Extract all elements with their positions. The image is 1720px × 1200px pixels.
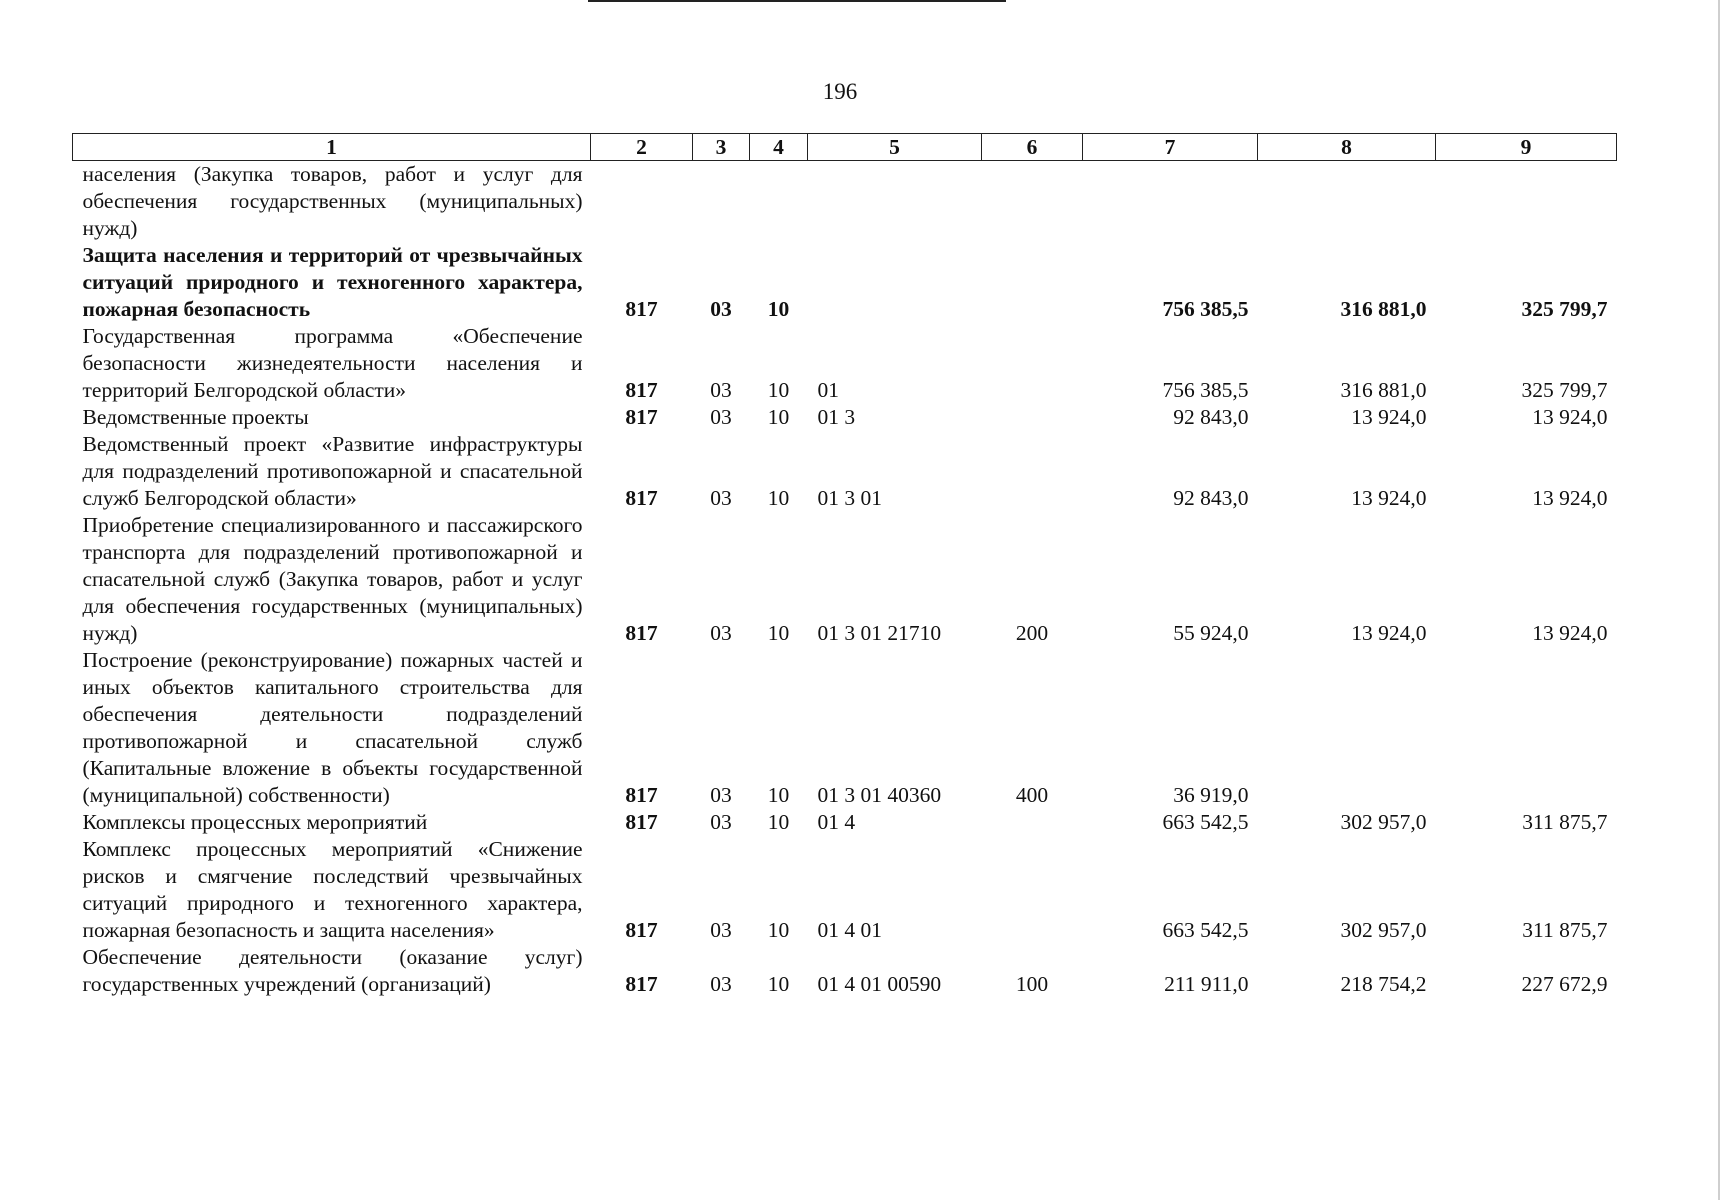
subsection-code-cell: 10: [767, 297, 790, 321]
item-name-cell: Защита населения и территорий от чрезвычайных ситуаций природного и техногенного характера, пожарная безопасность: [82, 243, 583, 321]
section-code-cell: 03: [710, 378, 732, 402]
section-code-cell: 03: [710, 297, 732, 321]
target-article-cell: [808, 242, 982, 323]
amount-year3-cell: [1436, 647, 1617, 809]
column-header-6: 6: [982, 134, 1083, 161]
amount-year3-cell: 311 875,7: [1522, 810, 1608, 834]
section-code-cell: 03: [710, 810, 732, 834]
subsection-code-cell: 10: [767, 378, 790, 402]
item-name-cell: Приобретение специализированного и пассажирского транспорта для подразделений противопожарной и спасательной служб (Закупка товаров, работ и услуг для обеспечения государственных (муниципальных) нужд): [82, 513, 583, 645]
amount-year1-cell: 756 385,5: [1162, 297, 1249, 321]
table-row: [73, 809, 1617, 836]
target-article-cell: 01 3 01 40360: [817, 783, 942, 807]
target-article-cell: 01 4 01: [817, 918, 882, 942]
ministry-code-cell: 817: [625, 486, 658, 510]
amount-year2-cell: [1258, 161, 1436, 243]
expense-type-cell: [982, 404, 1083, 431]
amount-year1-cell: 211 911,0: [1164, 972, 1249, 996]
target-article-cell: [808, 161, 982, 243]
column-header-5: 5: [808, 134, 982, 161]
amount-year2-cell: 302 957,0: [1340, 918, 1427, 942]
target-article-cell: 01 4 01 00590: [817, 972, 942, 996]
amount-year1-cell: 92 843,0: [1173, 405, 1249, 429]
item-name-cell: Ведомственные проекты: [82, 405, 309, 429]
expense-type-cell: 200: [1015, 621, 1049, 645]
subsection-code-cell: [750, 161, 808, 243]
expense-type-cell: 400: [1015, 783, 1049, 807]
page-number: 196: [822, 79, 858, 104]
amount-year3-cell: [1436, 161, 1617, 243]
target-article-cell: 01: [817, 378, 839, 402]
amount-year1-cell: 756 385,5: [1162, 378, 1249, 402]
item-name-cell: Обеспечение деятельности (оказание услуг) государственных учреждений (организаций): [82, 945, 583, 996]
table-header: [73, 134, 1617, 161]
table-row: [73, 161, 1617, 243]
target-article-cell: 01 3 01 21710: [817, 621, 942, 645]
table-row: [73, 647, 1617, 809]
ministry-code-cell: 817: [625, 297, 658, 321]
section-code-cell: 03: [710, 972, 732, 996]
amount-year1-cell: [1083, 161, 1258, 243]
column-header-3: 3: [693, 134, 750, 161]
expense-type-cell: [982, 431, 1083, 512]
column-header-8: 8: [1258, 134, 1436, 161]
ministry-code-cell: [591, 161, 693, 243]
subsection-code-cell: 10: [767, 486, 790, 510]
item-name-cell: Комплекс процессных мероприятий «Снижение рисков и смягчение последствий чрезвычайных ситуаций природного и техногенного характера, пожарная безопасность и защита населения»: [82, 837, 583, 942]
table-row: [73, 323, 1617, 404]
amount-year2-cell: 13 924,0: [1351, 405, 1427, 429]
expense-type-cell: [982, 836, 1083, 944]
column-header-4: 4: [750, 134, 808, 161]
amount-year3-cell: 227 672,9: [1521, 972, 1608, 996]
column-header-2: 2: [591, 134, 693, 161]
table-row: [73, 431, 1617, 512]
ministry-code-cell: 817: [625, 405, 658, 429]
target-article-cell: 01 3 01: [817, 486, 882, 510]
amount-year2-cell: 218 754,2: [1340, 972, 1427, 996]
expense-type-cell: [982, 161, 1083, 243]
ministry-code-cell: 817: [625, 621, 658, 645]
subsection-code-cell: 10: [767, 783, 790, 807]
column-header-7: 7: [1083, 134, 1258, 161]
amount-year3-cell: 325 799,7: [1521, 297, 1608, 321]
table-row: [73, 944, 1617, 998]
table-body: [73, 161, 1617, 999]
subsection-code-cell: 10: [767, 810, 790, 834]
amount-year3-cell: 13 924,0: [1532, 405, 1608, 429]
section-code-cell: 03: [710, 405, 732, 429]
amount-year2-cell: 13 924,0: [1351, 486, 1427, 510]
section-code-cell: 03: [710, 621, 732, 645]
target-article-cell: 01 4: [817, 810, 856, 834]
target-article-cell: 01 3: [817, 405, 856, 429]
item-name-cell: населения (Закупка товаров, работ и услуг для обеспечения государственных (муниципальных) нужд): [82, 162, 583, 240]
amount-year1-cell: 92 843,0: [1173, 486, 1249, 510]
section-code-cell: 03: [710, 783, 732, 807]
ministry-code-cell: 817: [625, 783, 658, 807]
column-header-1: 1: [73, 134, 591, 161]
ministry-code-cell: 817: [625, 810, 658, 834]
ministry-code-cell: 817: [625, 378, 658, 402]
header-row: [73, 134, 1617, 161]
amount-year2-cell: 316 881,0: [1340, 297, 1427, 321]
amount-year1-cell: 663 542,5: [1162, 810, 1249, 834]
expense-type-cell: [982, 809, 1083, 836]
item-name-cell: Построение (реконструирование) пожарных частей и иных объектов капитального строительства для обеспечения деятельности подразделений противопожарной и спасательной служб (Капитальные вложение в объекты государственной (муниципальной) собственности): [82, 648, 583, 807]
amount-year2-cell: 316 881,0: [1340, 378, 1427, 402]
amount-year1-cell: 663 542,5: [1162, 918, 1249, 942]
expense-type-cell: [982, 323, 1083, 404]
amount-year3-cell: 13 924,0: [1532, 621, 1608, 645]
ministry-code-cell: 817: [625, 972, 658, 996]
table-row: [73, 242, 1617, 323]
amount-year1-cell: 36 919,0: [1173, 783, 1249, 807]
amount-year1-cell: 55 924,0: [1173, 621, 1249, 645]
amount-year2-cell: 302 957,0: [1340, 810, 1427, 834]
section-code-cell: 03: [710, 918, 732, 942]
section-code-cell: [693, 161, 750, 243]
item-name-cell: Ведомственный проект «Развитие инфраструктуры для подразделений противопожарной и спасательной служб Белгородской области»: [82, 432, 583, 510]
amount-year2-cell: [1258, 647, 1436, 809]
expense-type-cell: [982, 242, 1083, 323]
amount-year3-cell: 311 875,7: [1522, 918, 1608, 942]
subsection-code-cell: 10: [767, 918, 790, 942]
item-name-cell: Государственная программа «Обеспечение безопасности жизнедеятельности населения и территорий Белгородской области»: [82, 324, 583, 402]
table-row: [73, 836, 1617, 944]
amount-year3-cell: 13 924,0: [1532, 486, 1608, 510]
item-name-cell: Комплексы процессных мероприятий: [82, 810, 428, 834]
column-header-9: 9: [1436, 134, 1617, 161]
amount-year2-cell: 13 924,0: [1351, 621, 1427, 645]
subsection-code-cell: 10: [767, 621, 790, 645]
amount-year3-cell: 325 799,7: [1521, 378, 1608, 402]
subsection-code-cell: 10: [767, 405, 790, 429]
expense-type-cell: 100: [1015, 972, 1049, 996]
section-code-cell: 03: [710, 486, 732, 510]
table-row: [73, 512, 1617, 647]
top-rule: [588, 0, 1006, 2]
subsection-code-cell: 10: [767, 972, 790, 996]
table-row: [73, 404, 1617, 431]
ministry-code-cell: 817: [625, 918, 658, 942]
budget-table: [72, 133, 1617, 998]
